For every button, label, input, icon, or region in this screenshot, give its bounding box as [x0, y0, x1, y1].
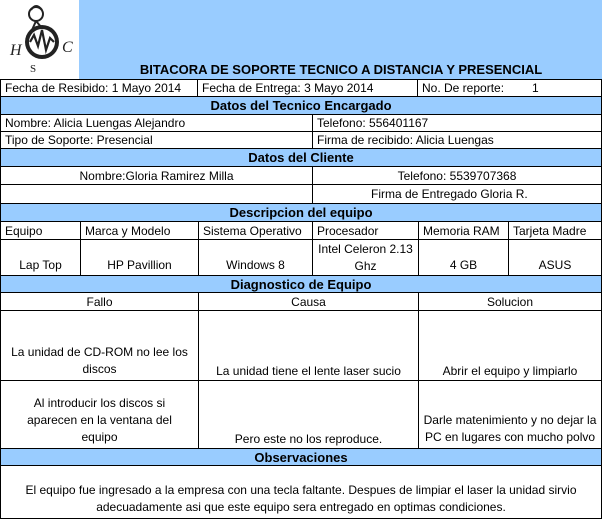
delivered-signature: Firma de Entregado Gloria R.	[312, 185, 602, 204]
equipment-header-motherboard: Tarjeta Madre	[508, 222, 602, 240]
equipment-header-ram: Memoria RAM	[418, 222, 508, 240]
received-signature: Firma de recibido: Alicia Luengas	[312, 132, 602, 149]
equipment-header-brand: Marca y Modelo	[80, 222, 198, 240]
client-blank-cell	[0, 185, 312, 204]
diagnosis-header-fault: Fallo	[0, 293, 198, 311]
equipment-cpu: Intel Celeron 2.13 Ghz	[312, 240, 418, 276]
report-label: No. De reporte:	[418, 79, 518, 97]
support-type: Tipo de Soporte: Presencial	[0, 132, 312, 149]
diagnosis-row-1-solution: Abrir el equipo y limpiarlo	[418, 311, 602, 381]
diagnosis-header-solution: Solucion	[418, 293, 602, 311]
delivery-date: Fecha de Entrega: 3 Mayo 2014	[198, 79, 418, 97]
tech-phone: Telefono: 556401167	[312, 115, 602, 132]
equipment-header-os: Sistema Operativo	[198, 222, 312, 240]
page-title: BITACORA DE SOPORTE TECNICO A DISTANCIA Y PRESENCIAL	[139, 62, 543, 77]
diagnosis-row-1-fault: La unidad de CD-ROM no lee los discos	[0, 311, 198, 381]
equipment-brand: HP Pavillion	[80, 240, 198, 276]
client-name: Nombre:Gloria Ramirez Milla	[0, 167, 312, 185]
equipment-section-heading: Descripcion del equipo	[0, 204, 602, 222]
observations-section-heading: Observaciones	[0, 449, 602, 466]
equipment-motherboard: ASUS	[508, 240, 602, 276]
diagnosis-row-1-cause: La unidad tiene el lente laser sucio	[198, 311, 418, 381]
client-phone: Telefono: 5539707368	[312, 167, 602, 185]
report-number: 1	[518, 79, 602, 97]
tech-name: Nombre: Alicia Luengas Alejandro	[0, 115, 312, 132]
diagnosis-row-2-cause: Pero este no los reproduce.	[198, 381, 418, 449]
client-section-heading: Datos del Cliente	[0, 149, 602, 167]
equipment-device: Lap Top	[0, 240, 80, 276]
equipment-ram: 4 GB	[418, 240, 508, 276]
diagnosis-row-2-solution: Darle matenimiento y no dejar la PC en lugares con mucho polvo	[418, 381, 602, 449]
tech-section-heading: Datos del Tecnico Encargado	[0, 97, 602, 115]
diagnosis-header-cause: Causa	[198, 293, 418, 311]
received-date: Fecha de Resibido: 1 Mayo 2014	[0, 79, 198, 97]
equipment-os: Windows 8	[198, 240, 312, 276]
svg-text:H: H	[10, 42, 22, 59]
svg-text:S: S	[30, 63, 37, 75]
diagnosis-row-2-fault: Al introducir los discos si aparecen en la ventana del equipo	[0, 381, 198, 449]
observations-text: El equipo fue ingresado a la empresa con una tecla faltante. Despues de limpiar el laser la unidad sirvio adecuadamente asi que este equipo sera entregado en optimas condiciones.	[0, 466, 602, 519]
svg-text:C: C	[62, 39, 73, 56]
equipment-header-device: Equipo	[0, 222, 80, 240]
equipment-header-cpu: Procesador	[312, 222, 418, 240]
support-logo-icon	[0, 0, 80, 79]
diagnosis-section-heading: Diagnostico de Equipo	[0, 276, 602, 293]
